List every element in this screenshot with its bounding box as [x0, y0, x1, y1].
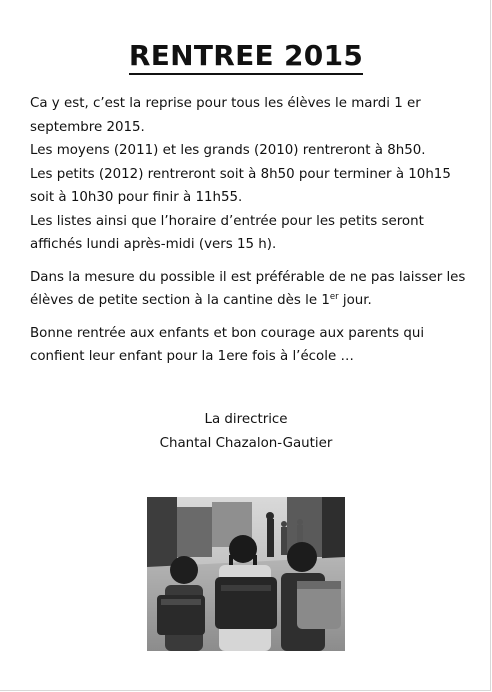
title-text: RENTREE 2015 — [129, 39, 363, 75]
page-title — [0, 38, 492, 74]
paragraph-reprise — [30, 92, 470, 257]
text-line: septembre 2015. — [30, 119, 145, 135]
paragraph-bonne-rentree — [30, 322, 470, 369]
text-line: confient leur enfant pour la 1ere fois à l’école … — [30, 349, 354, 364]
children-photo — [147, 497, 345, 651]
text-segment: jour. — [338, 293, 372, 308]
text-line: Les moyens (2011) et les grands (2010) rentreront à 8h50. — [30, 143, 426, 158]
text-line: Les listes ainsi que l’horaire d’entrée pour les petits seront — [30, 213, 424, 229]
text-line: Les petits (2012) rentreront soit à 8h50 pour terminer à 10h15 — [30, 166, 451, 182]
text-line: soit à 10h30 pour finir à 11h55. — [30, 190, 243, 205]
text-segment: élèves de petite section à la cantine dès le 1 — [30, 293, 330, 308]
paragraph-cantine — [30, 266, 470, 313]
superscript: er — [329, 292, 339, 302]
photo-illustration — [147, 497, 345, 651]
signature-role: La directrice — [204, 412, 288, 427]
signature-block — [0, 408, 492, 455]
notice-body — [30, 92, 470, 369]
text-line: affichés lundi après-midi (vers 15 h). — [30, 237, 277, 252]
signature-name: Chantal Chazalon-Gautier — [159, 435, 333, 451]
text-line: Dans la mesure du possible il est préférable de ne pas laisser les — [30, 269, 466, 285]
text-line: Bonne rentrée aux enfants et bon courage aux parents qui — [30, 325, 425, 341]
text-line — [30, 289, 470, 313]
text-line: Ca y est, c’est la reprise pour tous les élèves le mardi 1 er — [30, 96, 421, 111]
